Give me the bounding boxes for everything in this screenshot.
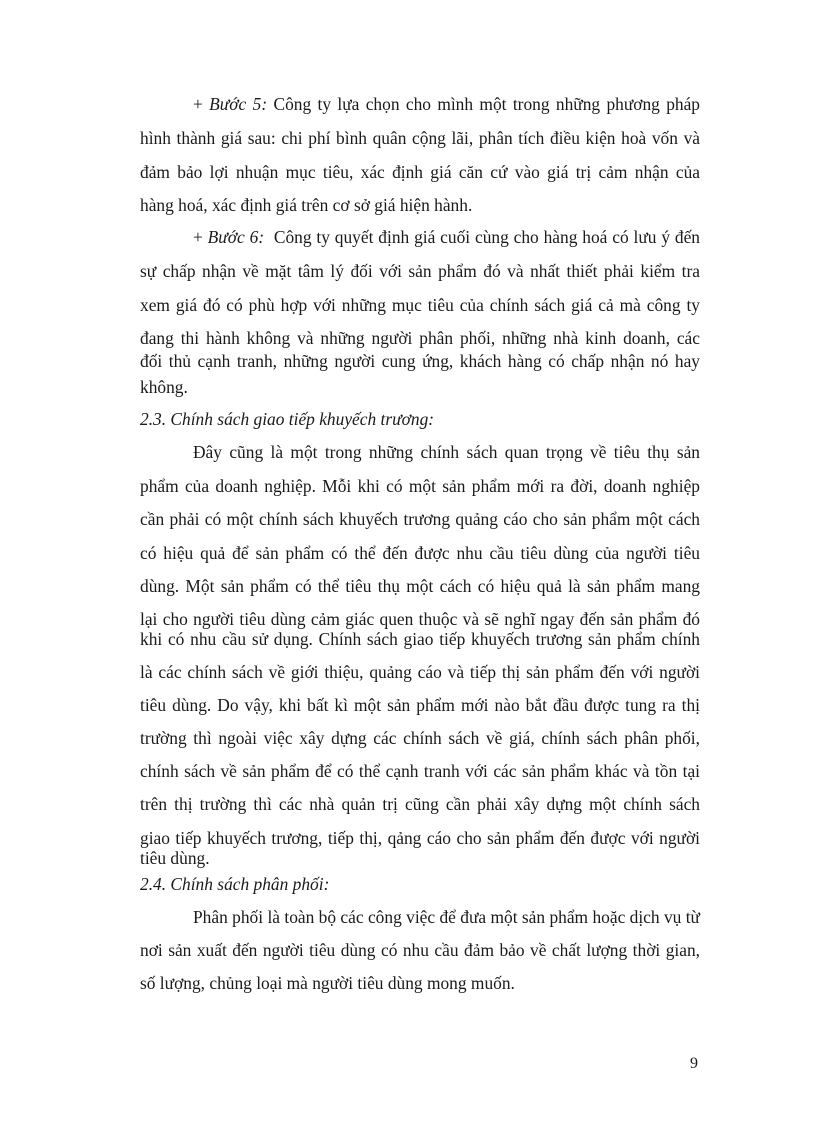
section-2-3-heading: 2.3. Chính sách giao tiếp khuyếch trương: [140,409,435,429]
step5-line-4: hàng hoá, xác định giá trên cơ sở giá hiện hành. [140,195,473,215]
section-2-3-line: cần phải có một chính sách khuyếch trương quảng cáo cho sản phẩm một cách [140,509,700,529]
step5-line-1: + Bước 5: Công ty lựa chọn cho mình một trong những phương pháp [193,94,701,114]
step6-line-2: sự chấp nhận về mặt tâm lý đối với sản phẩm đó và nhất thiết phải kiểm tra [140,261,700,281]
step6-line-4: đang thi hành không và những người phân phối, những nhà kinh doanh, các [140,328,700,348]
section-2-3-line: tiêu dùng. Do vậy, khi bất kì một sản phẩm mới nào bắt đầu được tung ra thị [140,695,700,715]
section-2-3-line: Đây cũng là một trong những chính sách quan trọng về tiêu thụ sản [193,442,700,462]
section-2-4-heading: 2.4. Chính sách phân phối: [140,874,330,894]
section-2-3-line: lại cho người tiêu dùng cảm giác quen thuộc và sẽ nghĩ ngay đến sản phẩm đó [140,609,700,629]
step5-line-2: hình thành giá sau: chi phí bình quân cộng lãi, phân tích điều kiện hoà vốn và [140,128,700,148]
step6-line-6: không. [140,377,188,397]
step5-line-3: đảm bảo lợi nhuận mục tiêu, xác định giá căn cứ vào giá trị cảm nhận của [140,162,700,182]
section-2-3-line: là các chính sách về giới thiệu, quảng cáo và tiếp thị sản phẩm đến với người [140,662,700,682]
section-2-4-line: Phân phối là toàn bộ các công việc để đưa một sản phẩm hoặc dịch vụ từ [193,907,700,927]
section-2-3-line: dùng. Một sản phẩm có thể tiêu thụ một cách có hiệu quả là sản phẩm mang [140,576,700,596]
section-2-4-line: nơi sản xuất đến người tiêu dùng có nhu cầu đảm bảo về chất lượng thời gian, [140,940,700,960]
section-2-3-line: chính sách về sản phẩm để có thể cạnh tranh với các sản phẩm khác và tồn tại [140,761,700,781]
section-2-3-line: tiêu dùng. [140,848,210,868]
section-2-3-line: phẩm của doanh nghiệp. Mỗi khi có một sản phẩm mới ra đời, doanh nghiệp [140,476,700,496]
section-2-3-line: có hiệu quả để sản phẩm có thể đến được nhu cầu tiêu dùng của người tiêu [140,543,700,563]
step5-label: Bước 5: [209,94,268,114]
section-2-4-line: số lượng, chủng loại mà người tiêu dùng mong muốn. [140,973,515,993]
section-2-3-line: trường thì ngoài việc xây dựng các chính sách về giá, chính sách phân phối, [140,728,700,748]
step6-label: Bước 6: [207,227,265,247]
section-2-3-line: giao tiếp khuyếch trương, tiếp thị, qảng cáo cho sản phẩm đến được với người [140,828,700,848]
step6-line-5: đối thủ cạnh tranh, những người cung ứng, khách hàng có chấp nhận nó hay [140,351,700,371]
step6-line-3: xem giá đó có phù hợp với những mục tiêu của chính sách giá cả mà công ty [140,295,700,315]
page-number: 9 [690,1055,698,1072]
step6-line-1: + Bước 6: Công ty quyết định giá cuối cùng cho hàng hoá có lưu ý đến [193,227,701,247]
section-2-3-line: trên thị trường thì các nhà quản trị cũng cần phải xây dựng một chính sách [140,794,700,814]
section-2-3-line: khi có nhu cầu sử dụng. Chính sách giao tiếp khuyếch trương sản phẩm chính [140,629,700,649]
